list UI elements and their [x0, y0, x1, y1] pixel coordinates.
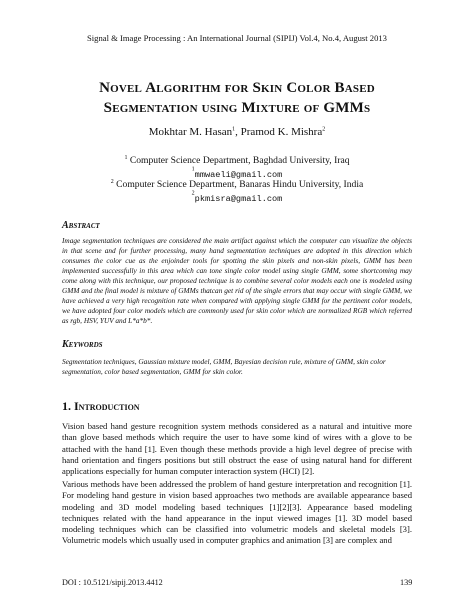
journal-header: Signal & Image Processing : An International Journal (SIPIJ) Vol.4, No.4, August 2013: [87, 33, 387, 43]
affiliation-2-text: Computer Science Department, Banaras Hindu University, India: [116, 179, 364, 191]
author-separator: ,: [235, 126, 241, 138]
intro-paragraph-1: Vision based hand gesture recognition system methods considered as a natural and intuitive more than glove based methods which require the user to have some kind of wires with a glove to be attached with the hand [1]. Even though these methods provide a high level degree of precise with hand orientation and fingers positions but still obstruct the ease of using natural hand for different applications especially for human computer interaction system (HCI) [2].: [62, 421, 412, 477]
title-line-2: Segmentation using Mixture of GMMs: [103, 100, 371, 116]
abstract-heading: Abstract: [62, 220, 100, 231]
paper-title: [0, 78, 474, 118]
intro-paragraph-2: Various methods have been addressed the problem of hand gesture interpretation and recognition [1]. For modeling hand gesture in vision based approaches two methods are available appearance based modeling and 3D model modeling based techniques [1][2][3]. Appearance based modeling techniques related with the hand appearance in the input viewed images [1]. 3D model based modeling techniques which can be classified into volumetric models and skeletal models [3]. Volumetric models which usually used in computer graphics and animation [3] are complex and: [62, 479, 412, 546]
footer-doi: DOI : 10.5121/sipij.2013.4412: [62, 578, 163, 587]
email-1[interactable]: mmwaeli@gmail.com: [194, 170, 283, 180]
abstract-text: Image segmentation techniques are considered the main artifact against which the computer can visualize the objects in that scene and for further processing, many hand segmentation techniques are adopted in this direction which consumes the color cue as the enjoinder tools for spotting the skin pixels and non-skin pixels, GMM has been implemented successfully in this area which can tone single color model using single GMM, some shortcoming may come along with this technique, our proposed technique is to combine several color models each one is modeled using GMM and the final model is mixture of GMMs thatcan get rid of the single errors that may occur with single GMM, we have achieved a very high recognition rate when compared with applying single GMM for the pertinent color models, we have adopted four color models which are commonly used for skin color which are normalized RGB which referred as rgb, HSV, YUV and L*a*b*.: [62, 236, 412, 325]
affiliation-2-sup: 2: [110, 179, 114, 185]
section-heading: 1. Introduction: [62, 399, 140, 413]
author-list: [0, 126, 474, 138]
author-2: Pramod K. Mishra: [240, 126, 323, 138]
author-1-sup: 1: [232, 126, 236, 133]
author-1: Mokhtar M. Hasan: [148, 126, 233, 138]
title-line-1: Novel Algorithm for Skin Color Based: [99, 80, 375, 96]
email-2-sup: 2: [191, 190, 195, 197]
email-1-sup: 1: [191, 166, 195, 173]
affiliation-1-sup: 1: [124, 155, 128, 161]
keywords-text: Segmentation techniques, Gaussian mixture model, GMM, Bayesian decision rule, mixture of GMM, skin color segmentation, color based segmentation, GMM for skin color.: [62, 357, 386, 376]
email-2-line: [0, 188, 474, 206]
affiliation-1-text: Computer Science Department, Baghdad University, Iraq: [129, 155, 350, 167]
page-number: 139: [400, 578, 413, 587]
keywords-heading: Keywords: [62, 339, 103, 350]
author-2-sup: 2: [322, 126, 326, 133]
email-2[interactable]: pkmisra@gmail.com: [194, 194, 283, 204]
